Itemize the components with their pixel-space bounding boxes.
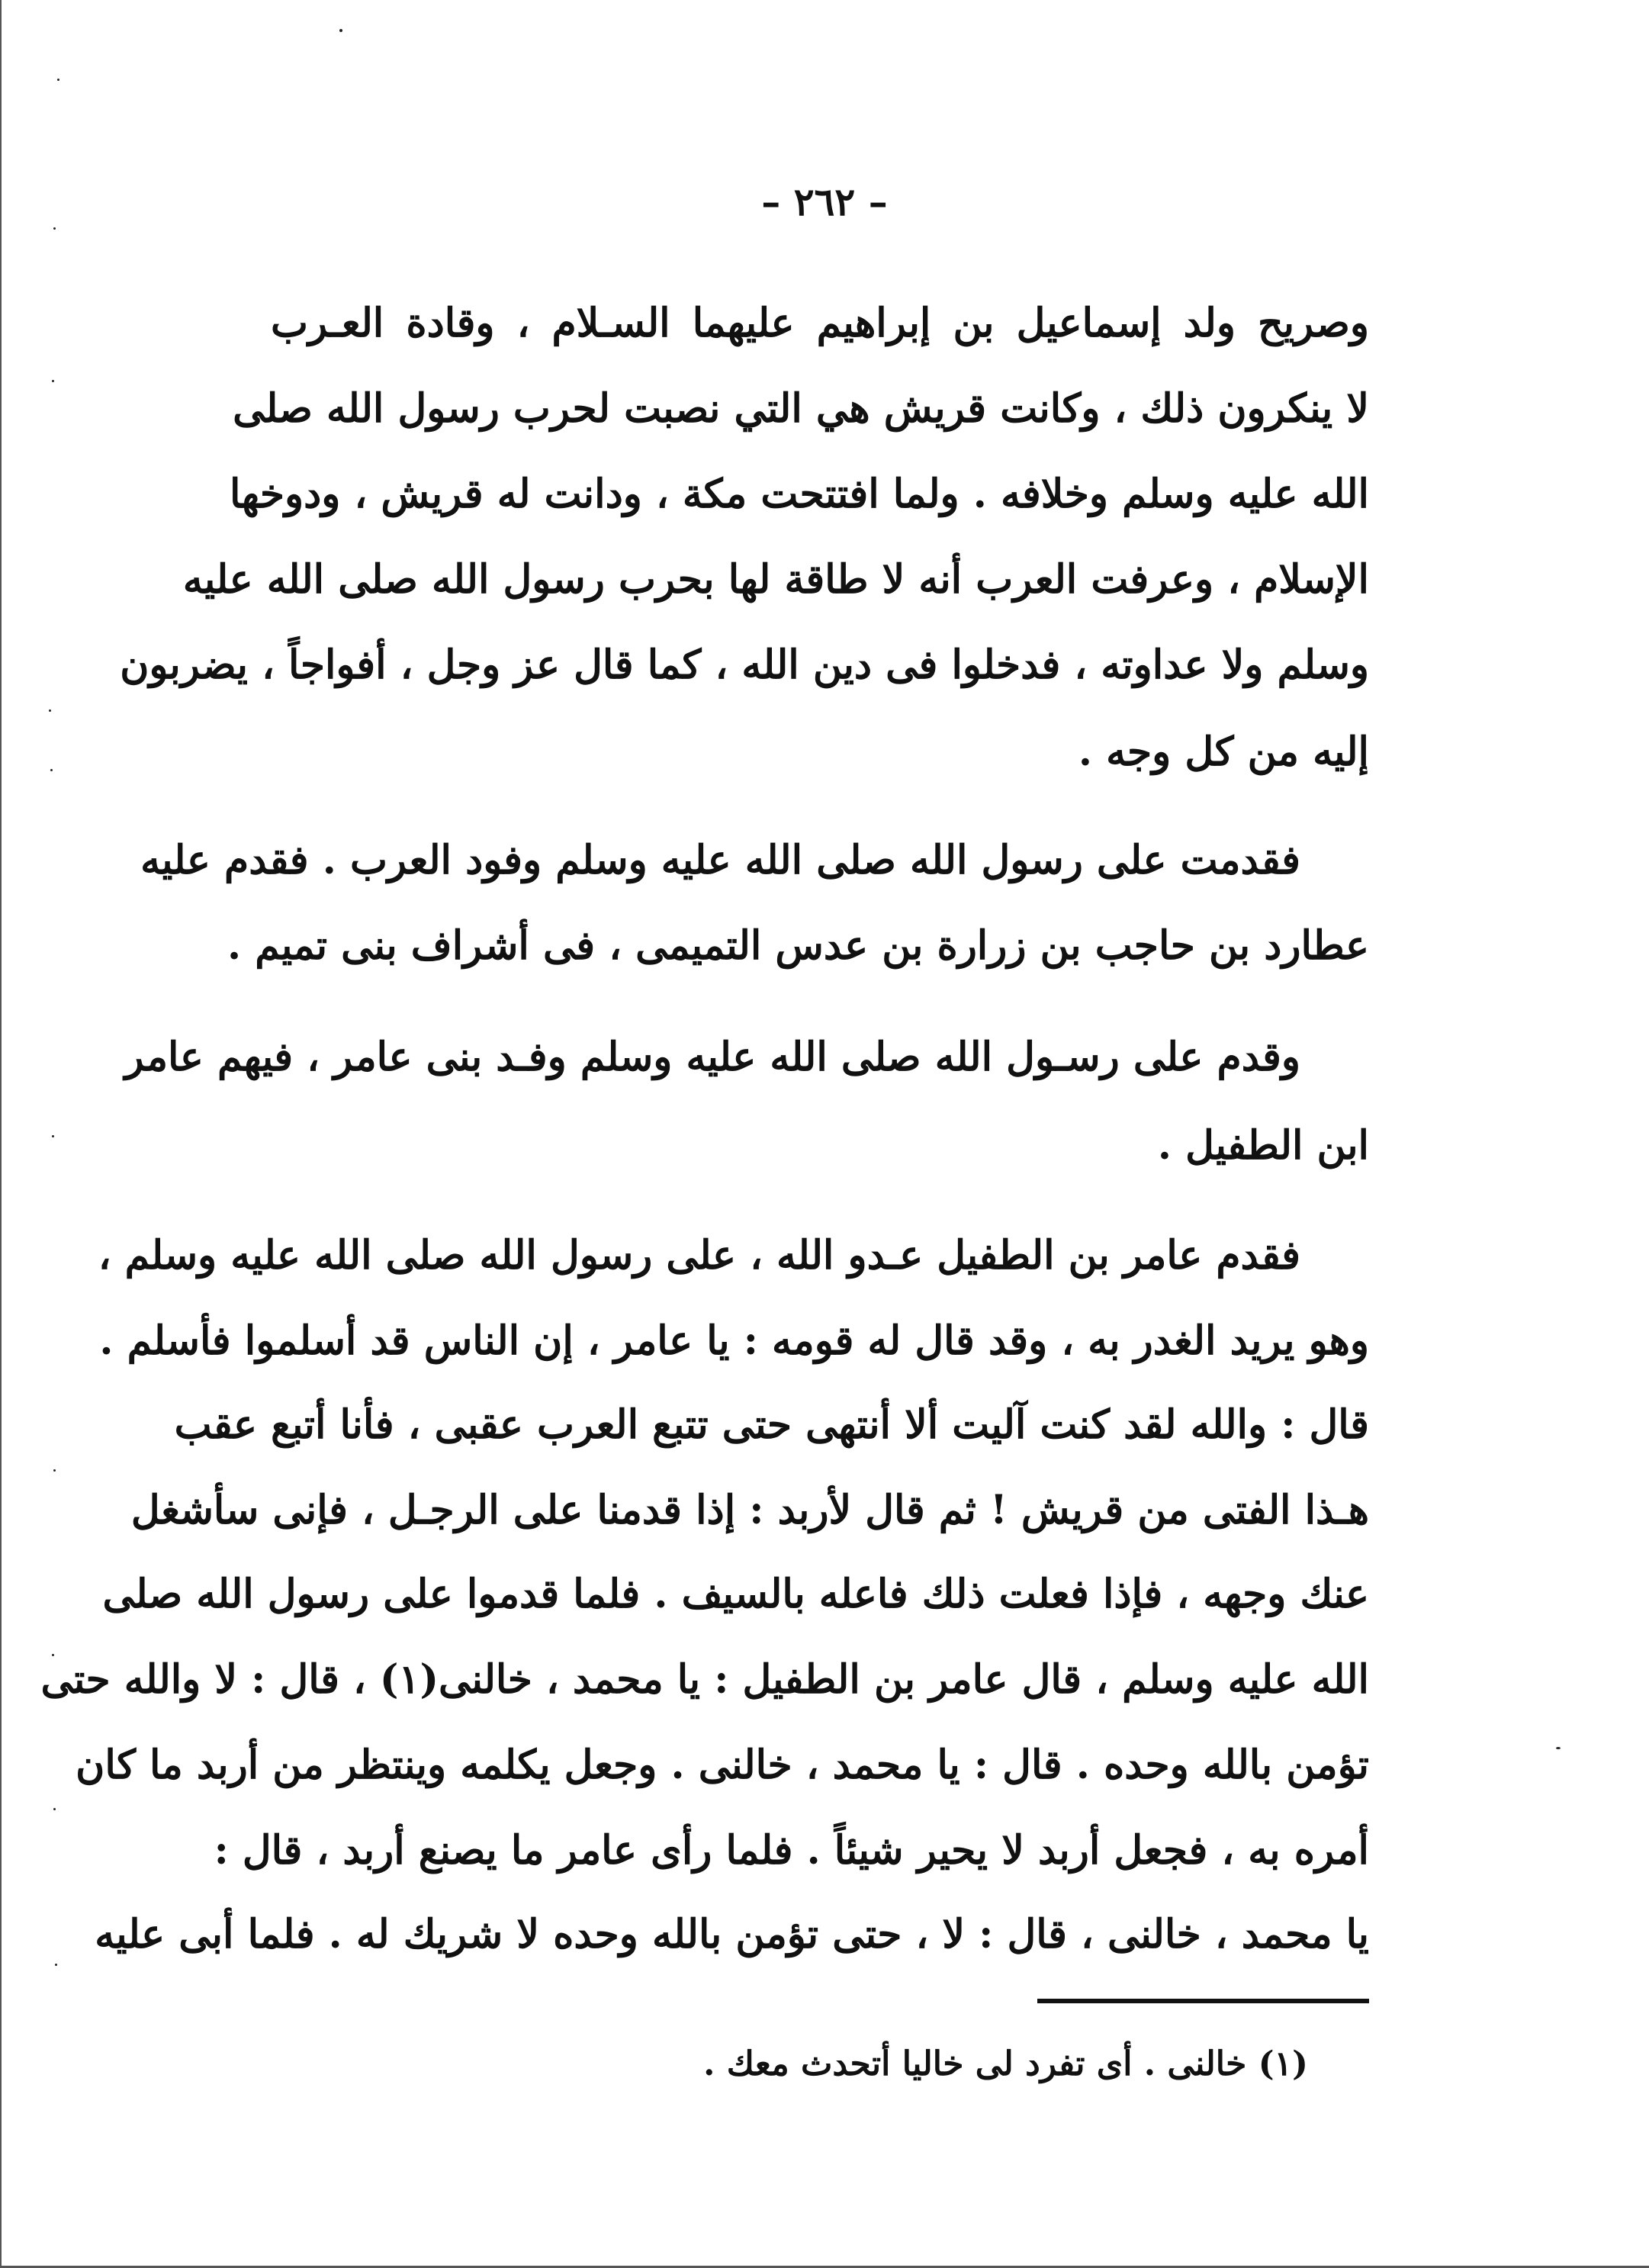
text-line: وقدم على رسـول الله صلى الله عليه وسلم وفـد بنى عامر ، فيهم عامر	[124, 1034, 1300, 1080]
text-line: تؤمن بالله وحده . قال : يا محمد ، خالنى . وجعل يكلمه وينتظر من أربد ما كان	[76, 1742, 1369, 1788]
text-line: عطارد بن حاجب بن زرارة بن عدس التميمى ، فى أشراف بنى تميم .	[227, 922, 1369, 969]
text-line: وصريح ولد إسماعيل بن إبراهيم عليهما السـلام ، وقادة العـرب	[271, 300, 1369, 346]
text-line: الإسلام ، وعرفت العرب أنه لا طاقة لها بحرب رسول الله صلى الله عليه	[182, 556, 1369, 603]
footnote-separator	[1037, 1999, 1369, 2003]
text-line: أمره به ، فجعل أربد لا يحير شيئاً . فلما رأى عامر ما يصنع أربد ، قال :	[214, 1827, 1369, 1874]
scan-speck	[53, 1469, 56, 1472]
text-line: وهو يريد الغدر به ، وقد قال له قومه : يا عامر ، إن الناس قد أسلموا فأسلم .	[99, 1317, 1369, 1364]
scan-speck	[1556, 1747, 1561, 1749]
text-line: فقدمت على رسول الله صلى الله عليه وسلم وفود العرب . فقدم عليه	[140, 837, 1300, 883]
text-line: لا ينكرون ذلك ، وكانت قريش هي التي نصبت لحرب رسول الله صلى	[233, 385, 1369, 432]
page-number: – ٢٦٢ –	[761, 179, 888, 224]
scan-speck	[53, 227, 56, 230]
text-line: فقدم عامر بن الطفيل عـدو الله ، على رسول الله صلى الله عليه وسلم ،	[98, 1232, 1300, 1279]
scan-speck	[52, 1135, 54, 1137]
scan-speck	[55, 1964, 57, 1966]
text-line: الله عليه وسلم ، قال عامر بن الطفيل : يا محمد ، خالنى(١) ، قال : لا والله حتى	[40, 1656, 1369, 1703]
text-line: يا محمد ، خالنى ، قال : لا ، حتى تؤمن بالله وحده لا شريك له . فلما أبى عليه	[95, 1911, 1369, 1958]
scan-speck	[49, 709, 51, 712]
scan-border-left	[0, 0, 2, 2268]
text-line: وسلم ولا عداوته ، فدخلوا فى دين الله ، كما قال عز وجل ، أفواجاً ، يضربون	[120, 642, 1369, 688]
text-line: إليه من كل وجه .	[1078, 729, 1369, 775]
scan-speck	[53, 1808, 56, 1810]
text-line: ابن الطفيل .	[1157, 1122, 1369, 1169]
scan-speck	[50, 769, 53, 771]
scan-speck	[52, 380, 54, 382]
scan-speck	[57, 79, 59, 81]
text-line: عنك وجهه ، فإذا فعلت ذلك فاعله بالسيف . فلما قدموا على رسول الله صلى	[102, 1571, 1369, 1617]
text-line: الله عليه وسلم وخلافه . ولما افتتحت مكة ، ودانت له قريش ، ودوخها	[230, 471, 1369, 517]
footnote: (١) خالنى . أى تفرد لى خاليا أتحدث معك .	[703, 2044, 1308, 2083]
text-line: هـذا الفتى من قريش ! ثم قال لأربد : إذا قدمنا على الرجـل ، فإنى سأشغل	[130, 1487, 1369, 1533]
text-line: قال : والله لقد كنت آليت ألا أنتهى حتى تتبع العرب عقبى ، فأنا أتبع عقب	[174, 1401, 1369, 1448]
scan-speck	[339, 29, 342, 32]
